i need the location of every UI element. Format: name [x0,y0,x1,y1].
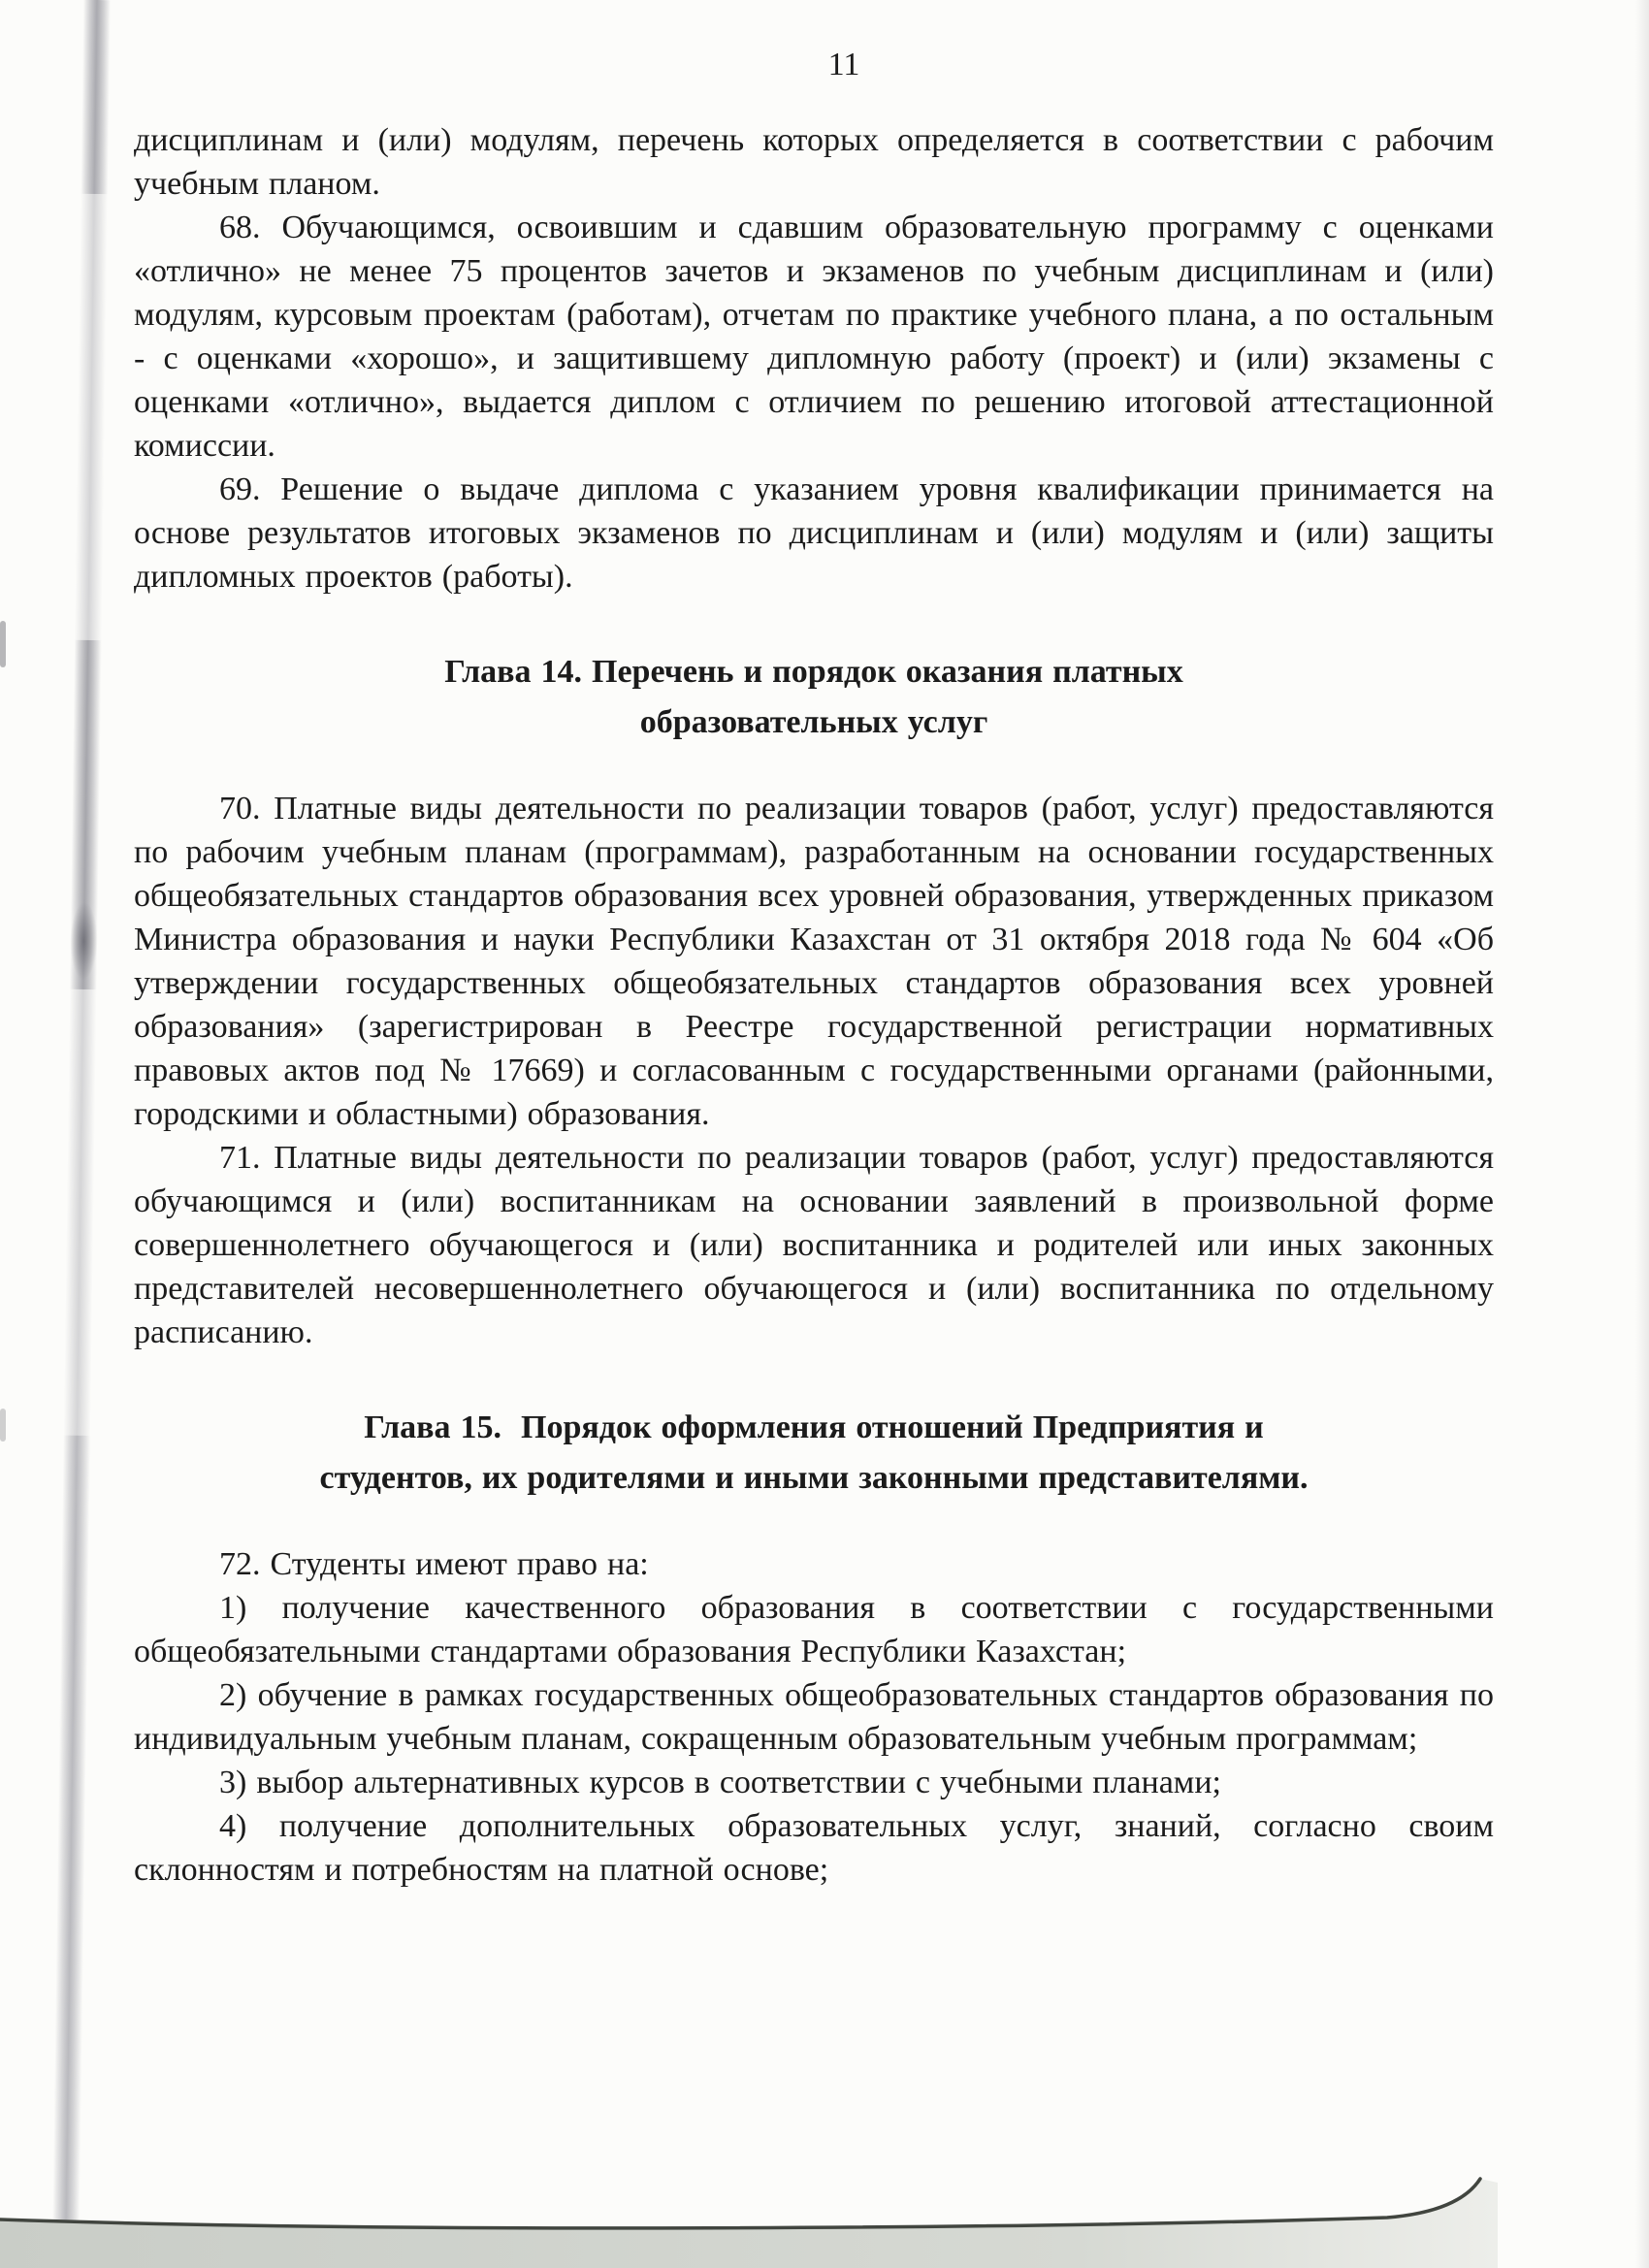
spine-fold-dark-bottom [52,1436,90,2223]
left-edge-speck [0,621,6,667]
paragraph-70: 70. Платные виды деятельности по реализации товаров (работ, услуг) предоставляются по рабочим учебным планам (программам), разработанным на основании государственных общеобязательных стандартов образования всех уровней образования, утвержденных приказом Министра образования и науки Республики Казахстан от 31 октября 2018 года № 604 «Об утверждении государственных общеобязательных стандартов образования всех уровней образования» (зарегистрирован в Реестре государственной регистрации нормативных правовых актов под № 17669) и согласованным с государственными органами (районными, городскими и областными) образования. [134,791,1494,1132]
page-number: 11 [827,47,860,82]
paragraph-71: 71. Платные виды деятельности по реализации товаров (работ, услуг) предоставляются обучающимся и (или) воспитанникам на основании заявлений в произвольной форме совершеннолетнего обучающегося и (или) воспитанника и родителей или иных законных представителей несовершеннолетнего обучающегося и (или) воспитанника по отдельному расписанию. [134,1140,1494,1350]
right-scan-edge-shadow [1635,0,1649,2268]
paragraph-72-intro: 72. Студенты имеют право на: [219,1546,649,1582]
chapter-15-heading-line1: Глава 15. Порядок оформления отношений Предприятия и [364,1409,1264,1445]
page-edge-line [0,2179,1480,2228]
chapter-15-heading-line2: студентов, их родителями и иными законными представителями. [319,1460,1309,1496]
paragraph-68: 68. Обучающимся, освоившим и сдавшим образовательную программу с оценками «отлично» не менее 75 процентов зачетов и экзаменов по учебным дисциплинам и (или) модулям, курсовым проектам (работам), отчетам по практике учебного плана, а по остальным - с оценками «хорошо», и защитившему дипломную работу (проект) и (или) экзамены с оценками «отлично», выдается диплом с отличием по решению итоговой аттестационной комиссии. [134,210,1494,464]
spine-fold-shadow [52,0,111,2223]
list-item-2: 2) обучение в рамках государственных общеобразовательных стандартов образования по индивидуальным учебным планам, сокращенным образовательным учебным программам; [134,1677,1494,1757]
left-edge-speck [0,1409,6,1442]
list-item-4: 4) получение дополнительных образовательных услуг, знаний, согласно своим склонностям и потребностям на платной основе; [134,1808,1494,1888]
chapter-14-heading-line2: образовательных услуг [639,704,988,740]
list-item-1: 1) получение качественного образования в соответствии с государственными общеобязательными стандартами образования Республики Казахстан; [134,1590,1494,1669]
paragraph-69: 69. Решение о выдаче диплома с указанием уровня квалификации принимается на основе результатов итоговых экзаменов по дисциплинам и (или) модулям и (или) защиты дипломных проектов (работы). [134,471,1494,595]
list-item-3: 3) выбор альтернативных курсов в соответствии с учебными планами; [219,1765,1221,1800]
spine-fold-dark-top [81,0,111,194]
document-text-block [134,118,1494,1892]
chapter-15-heading [134,1403,1494,1504]
page-bottom-edge [0,2173,1649,2268]
chapter-14-heading-line1: Глава 14. Перечень и порядок оказания платных [444,654,1183,690]
chapter-14-heading [134,647,1494,748]
paragraph-continuation: дисциплинам и (или) модулям, перечень которых определяется в соответствии с рабочим учебным планом. [134,122,1494,202]
